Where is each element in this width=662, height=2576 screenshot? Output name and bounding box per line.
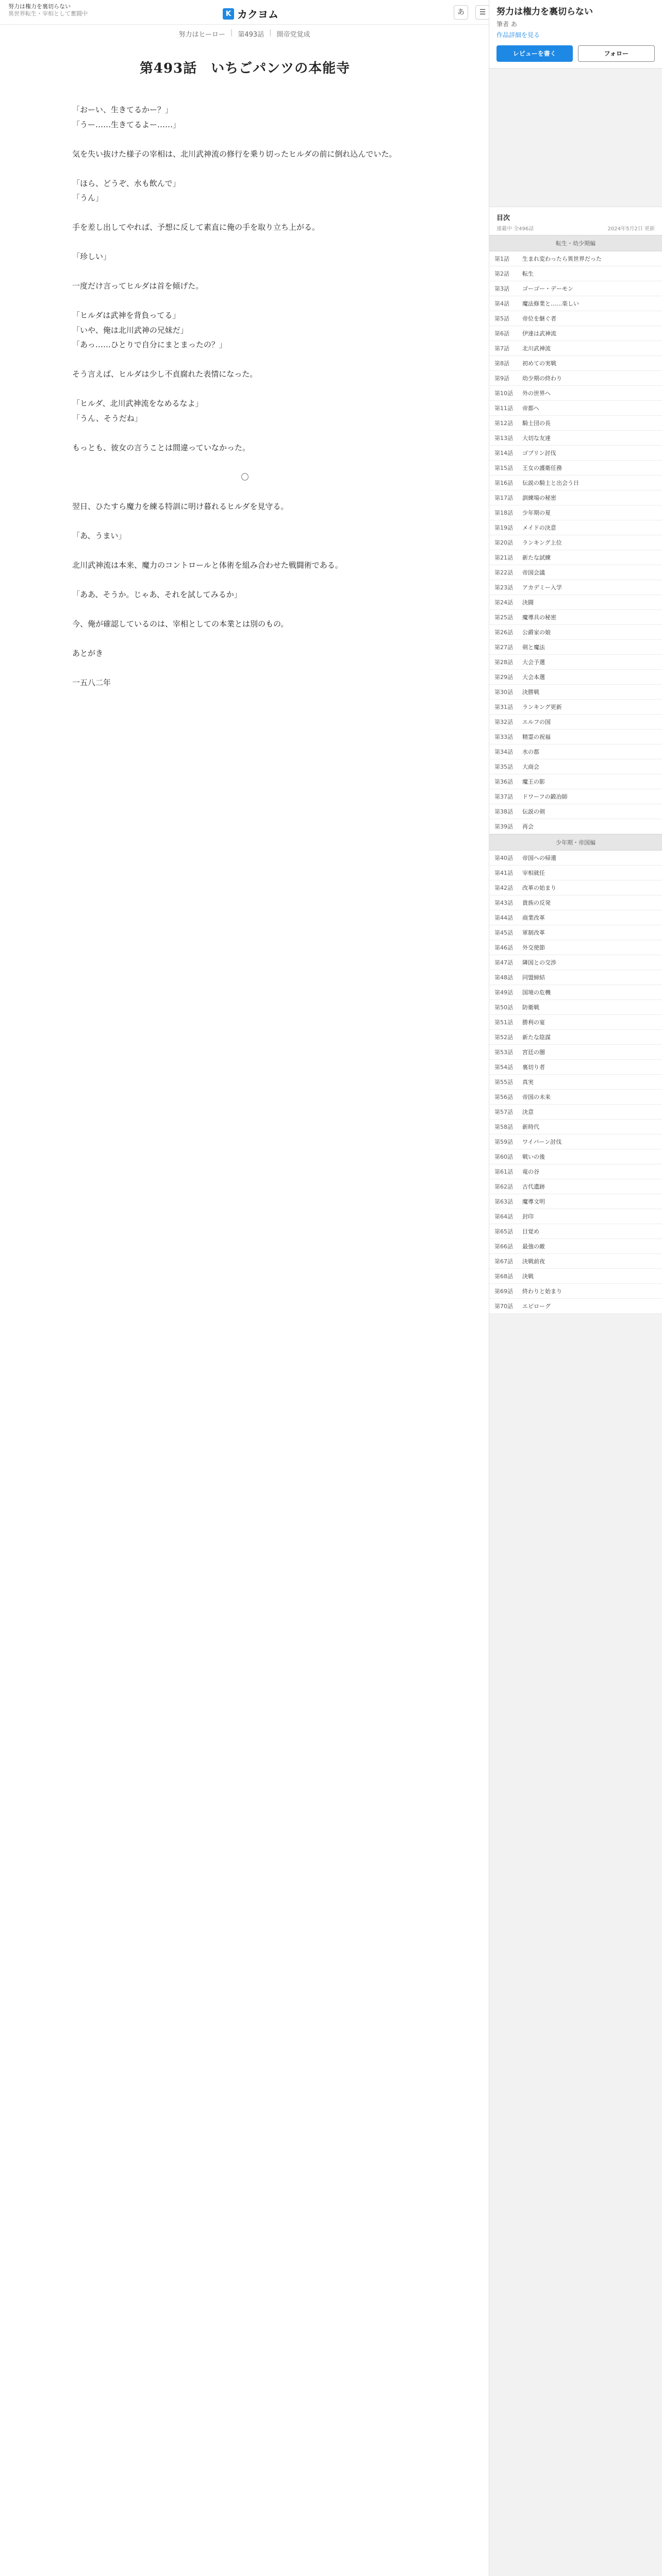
breadcrumb-chapter[interactable]: 開帝党覚成 bbox=[276, 31, 310, 39]
toc-item[interactable] bbox=[489, 1299, 662, 1314]
toc-item-number: 第18話 bbox=[494, 510, 513, 516]
toc-item[interactable] bbox=[489, 880, 662, 895]
toc-item-title: 大会本選 bbox=[522, 674, 545, 681]
body-paragraph bbox=[72, 161, 418, 176]
toc-item-title: ゴーゴー・デーモン bbox=[522, 285, 573, 292]
toc-item-title: 宮廷の闇 bbox=[522, 1049, 545, 1056]
toc-item-title: 宰相就任 bbox=[522, 870, 545, 876]
toc-item-title: 軍制改革 bbox=[522, 929, 545, 936]
toc-item-number: 第57話 bbox=[494, 1109, 513, 1115]
sidebar bbox=[489, 0, 662, 2576]
toc-item[interactable] bbox=[489, 730, 662, 744]
toc-item-number: 第10話 bbox=[494, 390, 513, 397]
toc-item-number: 第24話 bbox=[494, 599, 513, 606]
toc-item-title: 魔王の影 bbox=[522, 778, 545, 785]
toc-item-number: 第38話 bbox=[494, 808, 513, 815]
toc-item[interactable] bbox=[489, 715, 662, 730]
toc-item-title: 勝利の宴 bbox=[522, 1019, 545, 1026]
toc-item-number: 第63話 bbox=[494, 1198, 513, 1205]
toc-item-number: 第46話 bbox=[494, 944, 513, 951]
toc-item-number: 第19話 bbox=[494, 524, 513, 531]
toc-item-title: 戦いの後 bbox=[522, 1154, 545, 1160]
toc-item-number: 第64話 bbox=[494, 1213, 513, 1220]
episode-body bbox=[72, 103, 418, 690]
body-paragraph bbox=[72, 514, 418, 529]
toc-item[interactable] bbox=[489, 1105, 662, 1120]
toc-item-title: 決勝戦 bbox=[522, 689, 539, 696]
body-paragraph: もっとも、彼女の言うことは間違っていなかった。 bbox=[72, 443, 251, 452]
toc-item-title: 帝国会議 bbox=[522, 569, 545, 576]
toc-item[interactable] bbox=[489, 311, 662, 326]
toc-item[interactable] bbox=[489, 610, 662, 625]
logo-text: カクヨム bbox=[237, 8, 278, 21]
toc-item-number: 第23話 bbox=[494, 584, 513, 591]
sidebar-buttons bbox=[496, 45, 655, 62]
review-button[interactable]: レビューを書く bbox=[496, 45, 573, 62]
toc-item-number: 第26話 bbox=[494, 629, 513, 636]
toc-item-number: 第8話 bbox=[494, 360, 509, 367]
toc-item-number: 第1話 bbox=[494, 256, 509, 262]
body-paragraph bbox=[72, 543, 418, 558]
toc-item-number: 第28話 bbox=[494, 659, 513, 666]
toc-item-number: 第14話 bbox=[494, 450, 513, 456]
body-paragraph: 「いや、俺は北川武神の兄妹だ」 bbox=[72, 325, 188, 335]
body-paragraph: 翌日、ひたすら魔力を練る特訓に明け暮れるヒルダを見守る。 bbox=[72, 501, 289, 511]
episode-title: 第493話 いちごパンツの本能寺 bbox=[139, 61, 351, 76]
toc-item[interactable] bbox=[489, 970, 662, 985]
toc-item-title: 剣と魔法 bbox=[522, 644, 545, 651]
toc-item-number: 第33話 bbox=[494, 734, 513, 740]
toc-item[interactable] bbox=[489, 910, 662, 925]
toc-item[interactable] bbox=[489, 1149, 662, 1164]
toc-item-number: 第20話 bbox=[494, 539, 513, 546]
toc-item[interactable] bbox=[489, 1120, 662, 1134]
toc-item[interactable] bbox=[489, 700, 662, 715]
toc-item[interactable] bbox=[489, 655, 662, 670]
toc-item-title: 外の世界へ bbox=[522, 390, 551, 397]
body-paragraph bbox=[72, 235, 418, 250]
toc-item-title: 決戦 bbox=[522, 1273, 534, 1280]
toc-label: 目次 bbox=[496, 214, 510, 222]
toc-item-title: 帝国の未来 bbox=[522, 1094, 551, 1100]
header-icons bbox=[454, 5, 490, 20]
toc-item[interactable] bbox=[489, 895, 662, 910]
sidebar-work-title[interactable]: 努力は権力を裏切らない bbox=[496, 7, 593, 17]
toc-item[interactable] bbox=[489, 774, 662, 789]
toc-item-title: 帝国への帰還 bbox=[522, 855, 556, 861]
body-paragraph bbox=[72, 426, 418, 440]
toc-item-number: 第67話 bbox=[494, 1258, 513, 1265]
toc-item[interactable] bbox=[489, 985, 662, 1000]
body-paragraph: 「ヒルダは武神を背負ってる」 bbox=[72, 311, 180, 320]
toc-item[interactable] bbox=[489, 1090, 662, 1105]
body-paragraph: 「珍しい」 bbox=[72, 252, 111, 261]
toc-item-number: 第30話 bbox=[494, 689, 513, 696]
body-paragraph: 「うん」 bbox=[72, 193, 104, 202]
toc-item-title: 決意 bbox=[522, 1109, 534, 1115]
toc-item-title: 防衛戦 bbox=[522, 1004, 539, 1011]
body-paragraph: 「うん、そうだね」 bbox=[72, 413, 142, 423]
toc-item-number: 第53話 bbox=[494, 1049, 513, 1056]
toc-item[interactable] bbox=[489, 476, 662, 490]
text-size-icon[interactable]: あ bbox=[454, 5, 468, 20]
toc-item-number: 第70話 bbox=[494, 1303, 513, 1310]
toc-meta-updated: 2024年5月2日 更新 bbox=[607, 226, 655, 232]
toc-item-number: 第56話 bbox=[494, 1094, 513, 1100]
toc-item[interactable] bbox=[489, 851, 662, 866]
toc-item-number: 第60話 bbox=[494, 1154, 513, 1160]
toc-item-number: 第45話 bbox=[494, 929, 513, 936]
toc-item-number: 第49話 bbox=[494, 989, 513, 996]
toc-item-title: 伝説の騎士と出会う日 bbox=[522, 480, 579, 486]
body-paragraph bbox=[72, 264, 418, 279]
breadcrumb-work[interactable]: 努力はヒーロー bbox=[178, 31, 225, 39]
toc-item-title: 大切な友達 bbox=[522, 435, 551, 442]
toc-item-title: 少年期の夏 bbox=[522, 510, 551, 516]
body-paragraph: 「ほら、どうぞ、水も飲んで」 bbox=[72, 178, 180, 188]
toc-item-title: 最強の敵 bbox=[522, 1243, 545, 1250]
toc-item-number: 第44話 bbox=[494, 914, 513, 921]
toc-list bbox=[489, 251, 662, 834]
toc-item-number: 第22話 bbox=[494, 569, 513, 576]
toc-item-number: 第61話 bbox=[494, 1168, 513, 1175]
sidebar-author[interactable]: 筆者 あ bbox=[496, 21, 517, 28]
toc-item[interactable] bbox=[489, 925, 662, 940]
toc-item-number: 第47話 bbox=[494, 959, 513, 966]
toc-item[interactable] bbox=[489, 1075, 662, 1090]
toc-item-number: 第62話 bbox=[494, 1183, 513, 1190]
toc-item-number: 第40話 bbox=[494, 855, 513, 861]
body-paragraph bbox=[72, 631, 418, 646]
toc-item-title: 大商会 bbox=[522, 764, 539, 770]
toc-item[interactable] bbox=[489, 520, 662, 535]
body-paragraph bbox=[72, 294, 418, 309]
body-paragraph: 「ヒルダ、北川武神流をなめるなよ」 bbox=[72, 399, 203, 408]
toc-item-title: 決闘 bbox=[522, 599, 534, 606]
toc-item-number: 第17話 bbox=[494, 495, 513, 501]
body-paragraph: 今、俺が確認しているのは、宰相としての本業とは別のもの。 bbox=[72, 619, 289, 629]
toc-item-title: 改革の始まり bbox=[522, 885, 556, 891]
body-paragraph: 一度だけ言ってヒルダは首を傾げた。 bbox=[72, 281, 204, 291]
toc-item-number: 第32話 bbox=[494, 719, 513, 725]
toc-item-title: 封印 bbox=[522, 1213, 534, 1220]
toc-item-title: 竜の谷 bbox=[522, 1168, 539, 1175]
toc-item-title: 訓練場の秘密 bbox=[522, 495, 556, 501]
toc-item[interactable] bbox=[489, 955, 662, 970]
toc-item-number: 第58話 bbox=[494, 1124, 513, 1130]
toc-item[interactable] bbox=[489, 490, 662, 505]
toc-item-title: ワイバーン討伐 bbox=[522, 1139, 562, 1145]
toc-item[interactable] bbox=[489, 1060, 662, 1075]
toc-item-number: 第50話 bbox=[494, 1004, 513, 1011]
toc-item-title: 王女の護衛任務 bbox=[522, 465, 562, 471]
toc-item[interactable] bbox=[489, 759, 662, 774]
toc-item-title: 国境の危機 bbox=[522, 989, 551, 996]
menu-icon[interactable]: ☰ bbox=[475, 5, 490, 20]
toc-item-number: 第37話 bbox=[494, 793, 513, 800]
toc-item-title: 魔法修業と……楽しい bbox=[522, 300, 579, 307]
toc-item-title: 裏切り者 bbox=[522, 1064, 545, 1071]
toc-item[interactable] bbox=[489, 296, 662, 311]
toc-item-number: 第25話 bbox=[494, 614, 513, 621]
body-paragraph bbox=[72, 660, 418, 675]
site-logo[interactable] bbox=[223, 6, 278, 21]
toc-item[interactable] bbox=[489, 1030, 662, 1045]
toc-item[interactable] bbox=[489, 251, 662, 266]
body-paragraph: 気を失い抜けた様子の宰相は、北川武神流の修行を乗り切ったヒルダの前に倒れ込んでいた。 bbox=[72, 149, 397, 159]
toc-item-number: 第69話 bbox=[494, 1288, 513, 1295]
body-paragraph: 一五八二年 bbox=[72, 677, 111, 687]
toc-item-title: 真実 bbox=[522, 1079, 534, 1086]
toc-item-title: 新たな陰謀 bbox=[522, 1034, 551, 1041]
toc-item-number: 第21話 bbox=[494, 554, 513, 561]
toc-item-number: 第41話 bbox=[494, 870, 513, 876]
scene-break: 〇 bbox=[241, 472, 249, 482]
toc-item-title: 新たな試練 bbox=[522, 554, 551, 561]
toc-item-number: 第5話 bbox=[494, 315, 509, 322]
toc-item[interactable] bbox=[489, 1209, 662, 1224]
toc-item-number: 第54話 bbox=[494, 1064, 513, 1071]
toc-item-title: アカデミー入学 bbox=[522, 584, 562, 591]
toc-item-title: 魔導文明 bbox=[522, 1198, 545, 1205]
body-paragraph bbox=[72, 455, 418, 470]
toc-item[interactable] bbox=[489, 804, 662, 819]
toc-item-title: 伝説の剣 bbox=[522, 808, 545, 815]
toc-item[interactable] bbox=[489, 670, 662, 685]
toc-item[interactable] bbox=[489, 640, 662, 655]
toc-item-number: 第12話 bbox=[494, 420, 513, 427]
toc-item-title: 古代遺跡 bbox=[522, 1183, 545, 1190]
toc-item[interactable] bbox=[489, 789, 662, 804]
toc-item-number: 第16話 bbox=[494, 480, 513, 486]
toc-item-title: 伊達は武神流 bbox=[522, 330, 556, 337]
toc-meta bbox=[496, 224, 655, 232]
toc-item-title: 新時代 bbox=[522, 1124, 539, 1130]
toc-item[interactable] bbox=[489, 565, 662, 580]
toc-item-number: 第35話 bbox=[494, 764, 513, 770]
toc-item-title: 大会予選 bbox=[522, 659, 545, 666]
toc-item-title: 魔導具の秘密 bbox=[522, 614, 556, 621]
toc-item-number: 第55話 bbox=[494, 1079, 513, 1086]
toc-item-number: 第66話 bbox=[494, 1243, 513, 1250]
toc-item-title: 貴族の反発 bbox=[522, 900, 551, 906]
toc-item[interactable] bbox=[489, 386, 662, 401]
toc-item[interactable] bbox=[489, 685, 662, 700]
sidebar-detail-link[interactable]: 作品詳細を見る bbox=[496, 31, 540, 39]
toc-item-title: 外交使節 bbox=[522, 944, 545, 951]
toc-item-title: 目覚め bbox=[522, 1228, 539, 1235]
toc-item-title: 隣国との交渉 bbox=[522, 959, 556, 966]
body-paragraph: あとがき bbox=[72, 648, 104, 658]
toc-item-number: 第68話 bbox=[494, 1273, 513, 1280]
body-paragraph bbox=[72, 206, 418, 221]
header-work-title[interactable]: 努力は権力を裏切らない bbox=[8, 3, 71, 10]
toc-list bbox=[489, 851, 662, 1314]
toc-item[interactable] bbox=[489, 819, 662, 834]
toc-item-title: 転生 bbox=[522, 270, 534, 277]
logo-mark-icon: K bbox=[223, 8, 234, 20]
body-paragraph bbox=[72, 382, 418, 397]
toc-item-number: 第42話 bbox=[494, 885, 513, 891]
toc-item[interactable] bbox=[489, 1179, 662, 1194]
toc-item-title: エピローグ bbox=[522, 1303, 551, 1310]
toc-item[interactable] bbox=[489, 266, 662, 281]
toc-item[interactable] bbox=[489, 1269, 662, 1284]
episode-main bbox=[72, 58, 418, 690]
toc-item[interactable] bbox=[489, 1000, 662, 1015]
toc-item[interactable] bbox=[489, 550, 662, 565]
breadcrumb bbox=[0, 29, 489, 39]
toc-item[interactable] bbox=[489, 580, 662, 595]
toc-chapter-heading: 転生・幼少期編 bbox=[489, 235, 662, 251]
toc-item-title: 幼少期の終わり bbox=[522, 375, 562, 382]
toc-item-number: 第9話 bbox=[494, 375, 509, 382]
breadcrumb-separator: | bbox=[230, 29, 233, 37]
toc-item-title: 商業改革 bbox=[522, 914, 545, 921]
body-paragraph: 「あっ……ひとりで自分にまとまったの？」 bbox=[72, 340, 227, 349]
toc-item-title: 同盟締結 bbox=[522, 974, 545, 981]
toc-item[interactable] bbox=[489, 461, 662, 476]
body-paragraph: そう言えば、ヒルダは少し不貞腐れた表情になった。 bbox=[72, 369, 258, 379]
toc-item-title: 帝位を継ぐ者 bbox=[522, 315, 556, 322]
body-paragraph bbox=[72, 602, 418, 617]
toc-item[interactable] bbox=[489, 1015, 662, 1030]
toc-item-number: 第36話 bbox=[494, 778, 513, 785]
toc-item-number: 第65話 bbox=[494, 1228, 513, 1235]
header-work-sub: 異世界転生・宰相として奮闘中 bbox=[8, 10, 88, 17]
toc-item[interactable] bbox=[489, 431, 662, 446]
toc-item[interactable] bbox=[489, 446, 662, 461]
body-paragraph bbox=[72, 572, 418, 587]
toc-item-number: 第29話 bbox=[494, 674, 513, 681]
toc-item-number: 第6話 bbox=[494, 330, 509, 337]
toc-item[interactable] bbox=[489, 625, 662, 640]
toc-item[interactable] bbox=[489, 281, 662, 296]
toc-header bbox=[489, 207, 662, 235]
toc-item[interactable] bbox=[489, 326, 662, 341]
toc-item[interactable] bbox=[489, 535, 662, 550]
toc-item[interactable] bbox=[489, 1045, 662, 1060]
toc-item-title: 公爵家の娘 bbox=[522, 629, 551, 636]
toc-item[interactable] bbox=[489, 371, 662, 386]
breadcrumb-separator: | bbox=[269, 29, 272, 37]
header-work-info[interactable] bbox=[8, 3, 132, 18]
body-paragraph: 「うー……生きてるよー……」 bbox=[72, 120, 181, 129]
toc-item[interactable] bbox=[489, 1224, 662, 1239]
toc-item-title: ゴブリン討伐 bbox=[522, 450, 556, 456]
toc-chapter-heading: 少年期・帝国編 bbox=[489, 834, 662, 851]
toc-item[interactable] bbox=[489, 1194, 662, 1209]
toc-item[interactable] bbox=[489, 1164, 662, 1179]
toc-item[interactable] bbox=[489, 416, 662, 431]
toc-item-number: 第7話 bbox=[494, 345, 509, 352]
toc-item[interactable] bbox=[489, 1254, 662, 1269]
toc-item[interactable] bbox=[489, 1134, 662, 1149]
body-paragraph: 「おーい、生きてるかー？」 bbox=[72, 105, 173, 114]
toc-item-title: 終わりと始まり bbox=[522, 1288, 562, 1295]
toc-item-number: 第3話 bbox=[494, 285, 509, 292]
toc-item-title: エルフの国 bbox=[522, 719, 551, 725]
toc-item-title: 決戦前夜 bbox=[522, 1258, 545, 1265]
toc-item[interactable] bbox=[489, 866, 662, 880]
toc-item-title: 精霊の祝福 bbox=[522, 734, 551, 740]
toc-item[interactable] bbox=[489, 744, 662, 759]
body-paragraph bbox=[72, 132, 418, 147]
toc-item[interactable] bbox=[489, 356, 662, 371]
toc-item-title: メイドの決意 bbox=[522, 524, 556, 531]
toc-item[interactable] bbox=[489, 505, 662, 520]
toc-item-number: 第48話 bbox=[494, 974, 513, 981]
toc-item[interactable] bbox=[489, 595, 662, 610]
toc-item[interactable] bbox=[489, 940, 662, 955]
body-paragraph: 「ああ、そうか。じゃあ、それを試してみるか」 bbox=[72, 589, 242, 599]
toc-item-number: 第59話 bbox=[494, 1139, 513, 1145]
toc-item-number: 第15話 bbox=[494, 465, 513, 471]
toc-item-number: 第43話 bbox=[494, 900, 513, 906]
body-paragraph bbox=[72, 484, 418, 499]
toc-item-number: 第52話 bbox=[494, 1034, 513, 1041]
body-paragraph: 手を差し出してやれば、予想に反して素直に俺の手を取り立ち上がる。 bbox=[72, 223, 320, 232]
toc-item-title: 水の都 bbox=[522, 749, 539, 755]
toc-item-number: 第2話 bbox=[494, 270, 509, 277]
toc-item-title: ランキング上位 bbox=[522, 539, 562, 546]
toc-item-title: 騎士団の長 bbox=[522, 420, 551, 427]
toc-item[interactable] bbox=[489, 1239, 662, 1254]
sidebar-header bbox=[489, 0, 662, 69]
toc-item-title: 初めての実戦 bbox=[522, 360, 556, 367]
toc-item-number: 第51話 bbox=[494, 1019, 513, 1026]
breadcrumb-episode[interactable]: 第493話 bbox=[238, 31, 264, 39]
toc-item-title: 再会 bbox=[522, 823, 534, 830]
toc-item-number: 第13話 bbox=[494, 435, 513, 442]
toc-item-number: 第31話 bbox=[494, 704, 513, 710]
body-paragraph bbox=[72, 352, 418, 367]
toc-item-title: ランキング更新 bbox=[522, 704, 562, 710]
toc-item-number: 第34話 bbox=[494, 749, 513, 755]
toc-item-title: ドワーフの鍛冶師 bbox=[522, 793, 568, 800]
toc-item-title: 帝都へ bbox=[522, 405, 539, 412]
toc-item-title: 北川武神流 bbox=[522, 345, 551, 352]
toc-meta-count: 連載中 全496話 bbox=[496, 226, 534, 232]
toc-item[interactable] bbox=[489, 341, 662, 356]
body-paragraph: 「あ、うまい」 bbox=[72, 531, 126, 540]
toc-item-number: 第39話 bbox=[494, 823, 513, 830]
toc-item[interactable] bbox=[489, 401, 662, 416]
toc-item[interactable] bbox=[489, 1284, 662, 1299]
toc-item-number: 第4話 bbox=[494, 300, 509, 307]
toc-item-number: 第11話 bbox=[494, 405, 513, 412]
body-paragraph: 北川武神流は本来、魔力のコントロールと体術を組み合わせた戦闘術である。 bbox=[72, 560, 343, 570]
toc-item-title: 生まれ変わったら異世界だった bbox=[522, 256, 602, 262]
toc-item-number: 第27話 bbox=[494, 644, 513, 651]
follow-button[interactable]: フォロー bbox=[578, 45, 655, 62]
